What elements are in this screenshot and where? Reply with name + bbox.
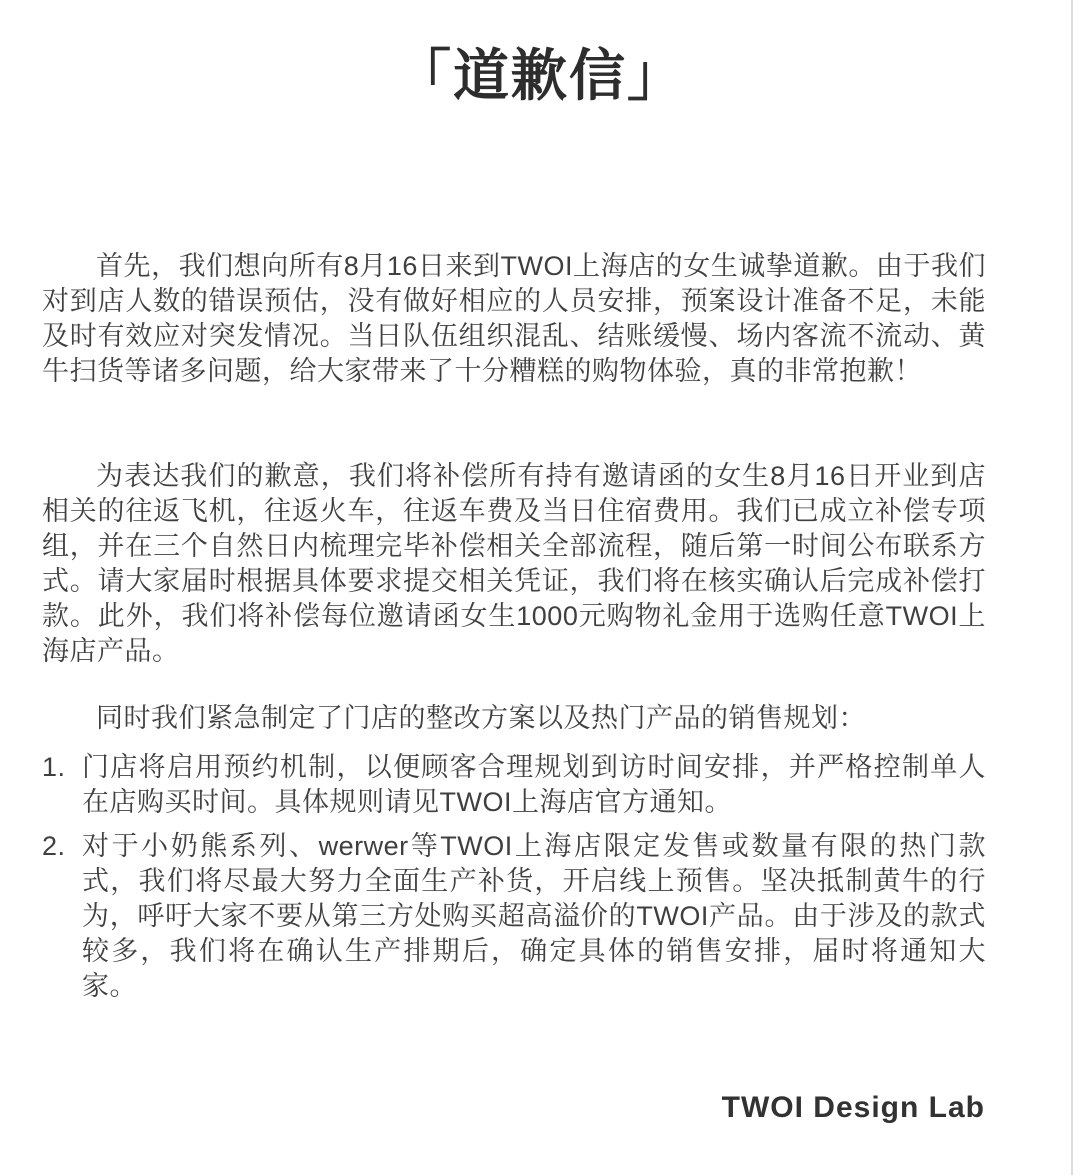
page-title: 「道歉信」 (395, 44, 685, 107)
plan-list-item-2 (42, 829, 986, 1004)
paragraph-compensation: 为表达我们的歉意，我们将补偿所有持有邀请函的女生8月16日开业到店相关的往返飞机，往返火车，往返车费及当日住宿费用。我们已成立补偿专项组，并在三个自然日内梳理完毕补偿相关全部流程，随后第一时间公布联系方式。请大家届时根据具体要求提交相关凭证，我们将在核实确认后完成补偿打款。此外，我们将补偿每位邀请函女生1000元购物礼金用于选购任意TWOI上海店产品。 (42, 461, 986, 666)
paragraph-apology: 首先，我们想向所有8月16日来到TWOI上海店的女生诚挚道歉。由于我们对到店人数的错误预估，没有做好相应的人员安排，预案设计准备不足，未能及时有效应对突发情况。当日队伍组织混乱、结账缓慢、场内客流不流动、黄牛扫货等诸多问题，给大家带来了十分糟糕的购物体验，真的非常抱歉！ (42, 251, 986, 386)
plan-list (42, 750, 986, 1013)
plan-item-2-number: 2. (42, 831, 66, 861)
plan-item-2-text: 对于小奶熊系列、werwer等TWOI上海店限定发售或数量有限的热门款式，我们将尽最大努力全面生产补货，开启线上预售。坚决抵制黄牛的行为，呼吁大家不要从第三方处购买超高溢价的TWOI产品。由于涉及的款式较多，我们将在确认生产排期后，确定具体的销售安排，届时将通知大家。 (82, 831, 986, 1001)
paragraph-plan-intro: 同时我们紧急制定了门店的整改方案以及热门产品的销售规划： (96, 703, 866, 733)
plan-list-item-1 (42, 750, 986, 820)
page-edge-divider (1071, 0, 1073, 1175)
plan-item-1-text: 门店将启用预约机制，以便顾客合理规划到访时间安排，并严格控制单人在店购买时间。具体规则请见TWOI上海店官方通知。 (82, 752, 986, 817)
brand-signature: TWOI Design Lab (721, 1091, 985, 1124)
plan-item-1-number: 1. (42, 752, 66, 782)
